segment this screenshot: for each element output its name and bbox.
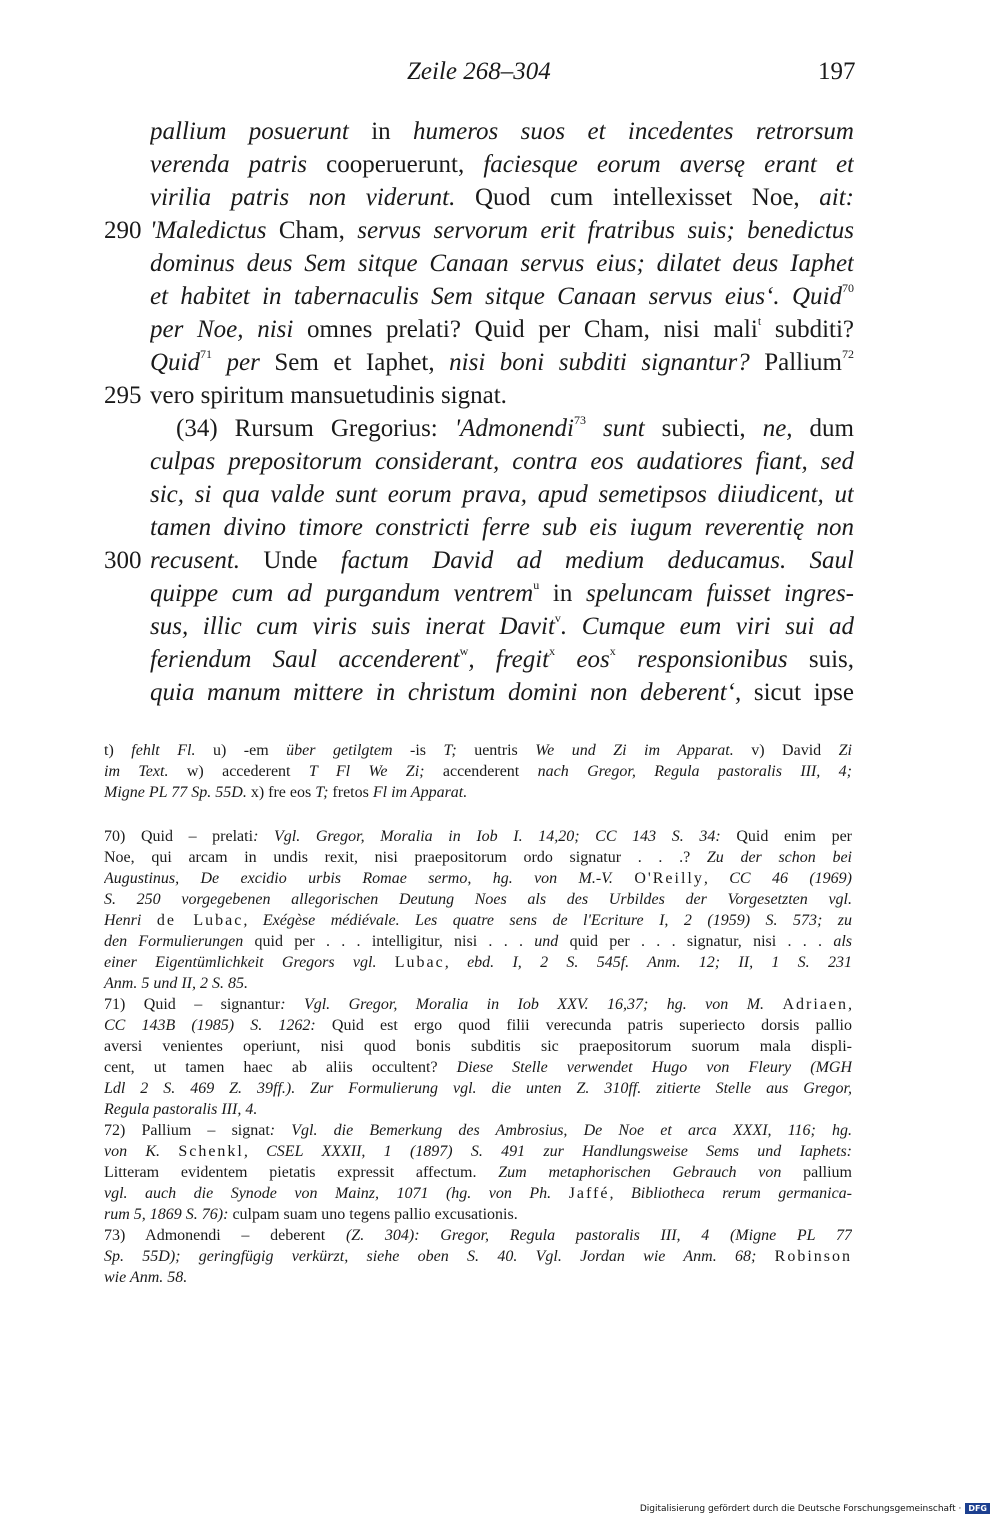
text-segment: wie Anm. 58. bbox=[104, 1269, 188, 1286]
text-segment: w) accederent bbox=[168, 763, 309, 780]
text-segment: als bbox=[833, 933, 852, 950]
text-segment: Quod cum intellexisset Noe, bbox=[455, 184, 820, 211]
text-segment: fretos bbox=[328, 784, 373, 801]
text-segment: im Text. bbox=[104, 763, 169, 780]
text-segment: Lubac bbox=[394, 954, 445, 971]
text-line bbox=[104, 511, 854, 544]
text-segment: über getilgtem bbox=[286, 742, 393, 759]
footnote-line bbox=[104, 847, 852, 868]
note-marker: 72 bbox=[842, 346, 854, 361]
text-line bbox=[104, 379, 854, 412]
footnote-line bbox=[104, 868, 852, 889]
text-segment: 'Maledictus bbox=[150, 217, 267, 244]
footnote-line bbox=[104, 1267, 852, 1288]
apparatus-line bbox=[104, 740, 852, 761]
text-segment: dum bbox=[792, 415, 854, 442]
text-segment: vgl. auch die Synode von Mainz, 1071 (hg. von Ph. bbox=[104, 1185, 569, 1202]
text-segment: Cham, bbox=[266, 217, 358, 244]
note-marker: 71 bbox=[200, 346, 212, 361]
line-body bbox=[150, 181, 854, 214]
text-segment: recusent. bbox=[150, 547, 241, 574]
text-segment: T; bbox=[315, 784, 329, 801]
critical-apparatus bbox=[104, 740, 852, 803]
footnote-line bbox=[104, 973, 852, 994]
note-marker: v bbox=[554, 610, 561, 625]
line-body bbox=[150, 313, 854, 346]
text-line bbox=[104, 115, 854, 148]
text-segment: quia manum mittere in christum domini non deberent‘, bbox=[150, 679, 742, 706]
text-segment: responsionibus bbox=[615, 646, 788, 673]
line-body bbox=[150, 214, 854, 247]
footnote-line bbox=[104, 994, 852, 1015]
footnotes-block bbox=[104, 826, 852, 1288]
line-body bbox=[150, 346, 854, 379]
text-segment: Sem et Iaphet, bbox=[259, 349, 450, 376]
text-line bbox=[104, 148, 854, 181]
text-segment: Pallium bbox=[749, 349, 843, 376]
line-number: 295 bbox=[104, 382, 142, 409]
footnote-line bbox=[104, 931, 852, 952]
text-segment: Quid est ergo quod filii verecunda patris superiecto dorsis pallio bbox=[315, 1017, 852, 1034]
text-segment: -is bbox=[392, 742, 444, 759]
text-segment: Diese Stelle verwendet Hugo von Fleury (MGH bbox=[456, 1059, 852, 1076]
line-body bbox=[150, 676, 854, 709]
text-segment: Jaffé bbox=[568, 1185, 610, 1202]
text-segment: Fl im Apparat. bbox=[372, 784, 468, 801]
text-segment: dominus deus Sem sitque Canaan servus eius; dilatet deus Iaphet bbox=[150, 250, 854, 277]
line-body bbox=[150, 148, 854, 181]
text-line bbox=[104, 313, 854, 346]
text-segment: (34) Rursum Gregorius: bbox=[176, 415, 455, 442]
text-segment: T Fl We Zi; bbox=[308, 763, 425, 780]
line-body bbox=[150, 115, 854, 148]
text-segment: (Z. 304): Gregor, Regula pastoralis III, 4 (Migne PL 77 bbox=[345, 1227, 852, 1244]
text-line bbox=[104, 610, 854, 643]
footnote-line bbox=[104, 1162, 852, 1183]
text-segment: einer Eigentümlichkeit Gregors vgl. bbox=[104, 954, 395, 971]
footnote-line bbox=[104, 910, 852, 931]
footnote-line bbox=[104, 826, 852, 847]
line-body bbox=[150, 544, 854, 577]
text-segment: fehlt Fl. bbox=[131, 742, 196, 759]
digitization-text: Digitalisierung gefördert durch die Deutsche Forschungsgemeinschaft · bbox=[639, 1503, 962, 1514]
footnote-line bbox=[104, 1015, 852, 1036]
text-line bbox=[104, 247, 854, 280]
text-segment: Migne PL 77 Sp. 55D. bbox=[104, 784, 247, 801]
text-line bbox=[104, 445, 854, 478]
footnote-line bbox=[104, 1078, 852, 1099]
text-segment: per Noe, nisi bbox=[150, 316, 294, 343]
text-segment: Litteram evidentem pietatis expressit affectum. bbox=[104, 1164, 499, 1181]
text-segment: rum 5, 1869 S. 76): bbox=[104, 1206, 229, 1223]
page-number: 197 bbox=[818, 58, 856, 85]
line-body bbox=[176, 412, 854, 445]
text-segment: subditi? bbox=[761, 316, 854, 343]
line-body bbox=[150, 577, 854, 610]
footnote-line bbox=[104, 1246, 852, 1267]
running-head bbox=[0, 58, 1000, 88]
text-segment: culpam suam uno tegens pallio excusationis. bbox=[228, 1206, 518, 1223]
text-line bbox=[104, 346, 854, 379]
text-segment: pallium bbox=[781, 1164, 852, 1181]
text-segment: Quid enim per bbox=[720, 828, 852, 845]
dfg-logo: DFG bbox=[965, 1503, 990, 1514]
text-segment: , Bibliotheca rerum germanica- bbox=[609, 1185, 852, 1202]
text-segment: Adriaen bbox=[782, 996, 849, 1013]
text-segment: et habitet in tabernaculis Sem sitque Canaan servus eius‘. Quid bbox=[150, 283, 842, 310]
text-segment: pallium posuerunt bbox=[150, 118, 349, 145]
footnote-line bbox=[104, 952, 852, 973]
text-segment: ne, bbox=[762, 415, 793, 442]
line-body bbox=[150, 379, 854, 412]
footnote-line bbox=[104, 1099, 852, 1120]
text-line bbox=[104, 412, 854, 445]
digitization-credit bbox=[640, 1503, 990, 1514]
text-segment: Zum metaphorischen Gebrauch von bbox=[498, 1164, 782, 1181]
text-segment: nisi boni subditi signantur? bbox=[449, 349, 750, 376]
text-line bbox=[104, 181, 854, 214]
text-segment: , CC 46 (1969) bbox=[703, 870, 852, 887]
apparatus-line bbox=[104, 761, 852, 782]
footnote-line bbox=[104, 1204, 852, 1225]
text-segment: vero spiritum mansuetudinis signat. bbox=[150, 382, 507, 409]
text-line bbox=[104, 577, 854, 610]
footnote-line bbox=[104, 1225, 852, 1246]
text-segment: , ebd. I, 2 S. 545f. Anm. 12; II, 1 S. 231 bbox=[444, 954, 852, 971]
text-segment: omnes prelati? Quid per Cham, nisi mali bbox=[293, 316, 758, 343]
text-segment: virilia patris non viderunt. bbox=[150, 184, 456, 211]
text-segment: x) fre eos bbox=[246, 784, 316, 801]
footnote-line bbox=[104, 1141, 852, 1162]
text-segment: accenderent bbox=[424, 763, 538, 780]
text-segment: , fregit bbox=[468, 646, 550, 673]
text-segment: Regula pastoralis III, 4. bbox=[104, 1101, 258, 1118]
note-marker: w bbox=[459, 643, 469, 658]
text-segment: Quid bbox=[150, 349, 200, 376]
footnote-line bbox=[104, 1036, 852, 1057]
text-segment: . Cumque eum viri sui ad bbox=[560, 613, 854, 640]
text-segment: humeros suos et incedentes retrorsum bbox=[413, 118, 854, 145]
text-line bbox=[104, 478, 854, 511]
text-segment: , CSEL XXXII, 1 (1897) S. 491 zur Handlungsweise Sems und Iaphets: bbox=[243, 1143, 852, 1160]
text-segment: CC 143B (1985) S. 1262: bbox=[104, 1017, 316, 1034]
line-body bbox=[150, 247, 854, 280]
text-segment: , bbox=[848, 996, 852, 1013]
text-segment: Robinson bbox=[774, 1248, 852, 1265]
text-segment: : Vgl. Gregor, Moralia in Iob I. 14,20; CC 143 S. 34: bbox=[253, 828, 721, 845]
text-segment: speluncam fuisset ingres- bbox=[585, 580, 854, 607]
text-segment: uentris bbox=[456, 742, 536, 759]
text-segment: de Lubac bbox=[156, 912, 244, 929]
text-segment: t) bbox=[104, 742, 132, 759]
running-title: Zeile 268–304 bbox=[407, 58, 551, 85]
text-segment: per bbox=[212, 349, 260, 376]
text-segment: subiecti, bbox=[644, 415, 763, 442]
text-segment: 70) Quid – prelati bbox=[104, 828, 254, 845]
text-segment: S. 250 vorgegebenen allegorischen Deutung Noes als des Urbildes der Vorgesetzten vgl. bbox=[104, 891, 852, 908]
text-segment: sicut ipse bbox=[741, 679, 854, 706]
text-segment: Ldl 2 S. 469 Z. 39ff.). Zur Formulierung vgl. die unten Z. 310ff. zitierte Stelle aus Gregor, bbox=[104, 1080, 852, 1097]
main-text-block bbox=[104, 115, 854, 709]
text-segment: : Vgl. Gregor, Moralia in Iob XXV. 16,37; hg. von M. bbox=[280, 996, 783, 1013]
footnote-line bbox=[104, 1120, 852, 1141]
text-segment: sunt bbox=[585, 415, 645, 442]
text-segment: quid per . . . intelligitur, nisi . . . bbox=[243, 933, 535, 950]
line-body bbox=[150, 478, 854, 511]
text-segment: tamen divino timore constricti ferre sub eis iugum reverentię non bbox=[150, 514, 854, 541]
footnote-line bbox=[104, 1183, 852, 1204]
footnote-line bbox=[104, 1057, 852, 1078]
text-line bbox=[104, 643, 854, 676]
text-segment: suis, bbox=[787, 646, 854, 673]
note-marker: 70 bbox=[842, 280, 854, 295]
text-segment: quid per . . . signatur, nisi . . . bbox=[558, 933, 834, 950]
line-body bbox=[150, 643, 854, 676]
note-marker: u bbox=[533, 577, 540, 592]
text-segment: den Formulierungen bbox=[104, 933, 244, 950]
text-segment: von K. bbox=[104, 1143, 179, 1160]
line-number: 290 bbox=[104, 217, 142, 244]
text-segment: eos bbox=[555, 646, 610, 673]
text-segment: in bbox=[539, 580, 586, 607]
text-segment: aversi venientes operiunt, nisi quod bonis subditis sic praepositorum suorum mala displi- bbox=[104, 1038, 852, 1055]
text-segment: cooperuerunt, bbox=[307, 151, 484, 178]
text-segment: We und Zi im Apparat. bbox=[535, 742, 734, 759]
text-segment: : Vgl. die Bemerkung des Ambrosius, De Noe et arca XXXI, 116; hg. bbox=[269, 1122, 852, 1139]
line-body bbox=[150, 511, 854, 544]
text-segment: ait: bbox=[819, 184, 854, 211]
note-marker: 73 bbox=[573, 412, 586, 427]
text-line bbox=[104, 280, 854, 313]
line-body bbox=[150, 280, 854, 313]
note-marker: x bbox=[549, 643, 556, 658]
text-segment: sic, si qua valde sunt eorum prava, apud semetipsos diiudicent, ut bbox=[150, 481, 854, 508]
footnote-line bbox=[104, 889, 852, 910]
text-segment: , Exégèse médiévale. Les quatre sens de l'Ecriture I, 2 (1959) S. 573; zu bbox=[243, 912, 852, 929]
text-segment: verenda patris bbox=[150, 151, 308, 178]
line-body bbox=[150, 610, 854, 643]
apparatus-line bbox=[104, 782, 852, 803]
text-segment: v) David bbox=[733, 742, 839, 759]
text-segment: feriendum Saul accenderent bbox=[150, 646, 460, 673]
text-line bbox=[104, 544, 854, 577]
text-line bbox=[104, 214, 854, 247]
text-segment: Noe, qui arcam in undis rexit, nisi praepositorum ordo signatur . . .? bbox=[104, 849, 707, 866]
text-segment: 71) Quid – signantur bbox=[104, 996, 281, 1013]
text-segment: cent, ut tamen haec ab aliis occultent? bbox=[104, 1059, 457, 1076]
text-segment: quippe cum ad purgandum ventrem bbox=[150, 580, 534, 607]
text-segment: T; bbox=[443, 742, 457, 759]
text-segment: Augustinus, De excidio urbis Romae sermo, hg. von M.-V. bbox=[104, 870, 635, 887]
text-segment: culpas prepositorum considerant, contra eos audatiores fiant, sed bbox=[150, 448, 854, 475]
text-segment: Sp. 55D); geringfügig verkürzt, siehe oben S. 40. Vgl. Jordan wie Anm. 68; bbox=[104, 1248, 775, 1265]
text-segment: Schenkl bbox=[178, 1143, 244, 1160]
text-segment: faciesque eorum aversę erant et bbox=[483, 151, 854, 178]
line-body bbox=[150, 445, 854, 478]
text-segment: 'Admonendi bbox=[454, 415, 574, 442]
text-segment: O'Reilly bbox=[634, 870, 704, 887]
note-marker: t bbox=[757, 313, 762, 328]
text-segment: und bbox=[534, 933, 559, 950]
text-segment: Unde bbox=[240, 547, 341, 574]
text-segment: servus servorum erit fratribus suis; benedictus bbox=[357, 217, 854, 244]
text-segment: u) -em bbox=[195, 742, 287, 759]
line-number: 300 bbox=[104, 547, 142, 574]
note-marker: x bbox=[609, 643, 616, 658]
text-segment: factum David ad medium deducamus. Saul bbox=[340, 547, 854, 574]
text-line bbox=[104, 676, 854, 709]
text-segment: 73) Admonendi – deberent bbox=[104, 1227, 346, 1244]
text-segment: Anm. 5 und II, 2 S. 85. bbox=[104, 975, 248, 992]
text-segment: nach Gregor, Regula pastoralis III, 4; bbox=[537, 763, 852, 780]
text-segment: sus, illic cum viris suis inerat Davit bbox=[150, 613, 555, 640]
text-segment: in bbox=[348, 118, 414, 145]
text-segment: Henri bbox=[104, 912, 157, 929]
text-segment: Zi bbox=[838, 742, 852, 759]
text-segment: 72) Pallium – signat bbox=[104, 1122, 270, 1139]
text-segment: Zu der schon bei bbox=[706, 849, 852, 866]
